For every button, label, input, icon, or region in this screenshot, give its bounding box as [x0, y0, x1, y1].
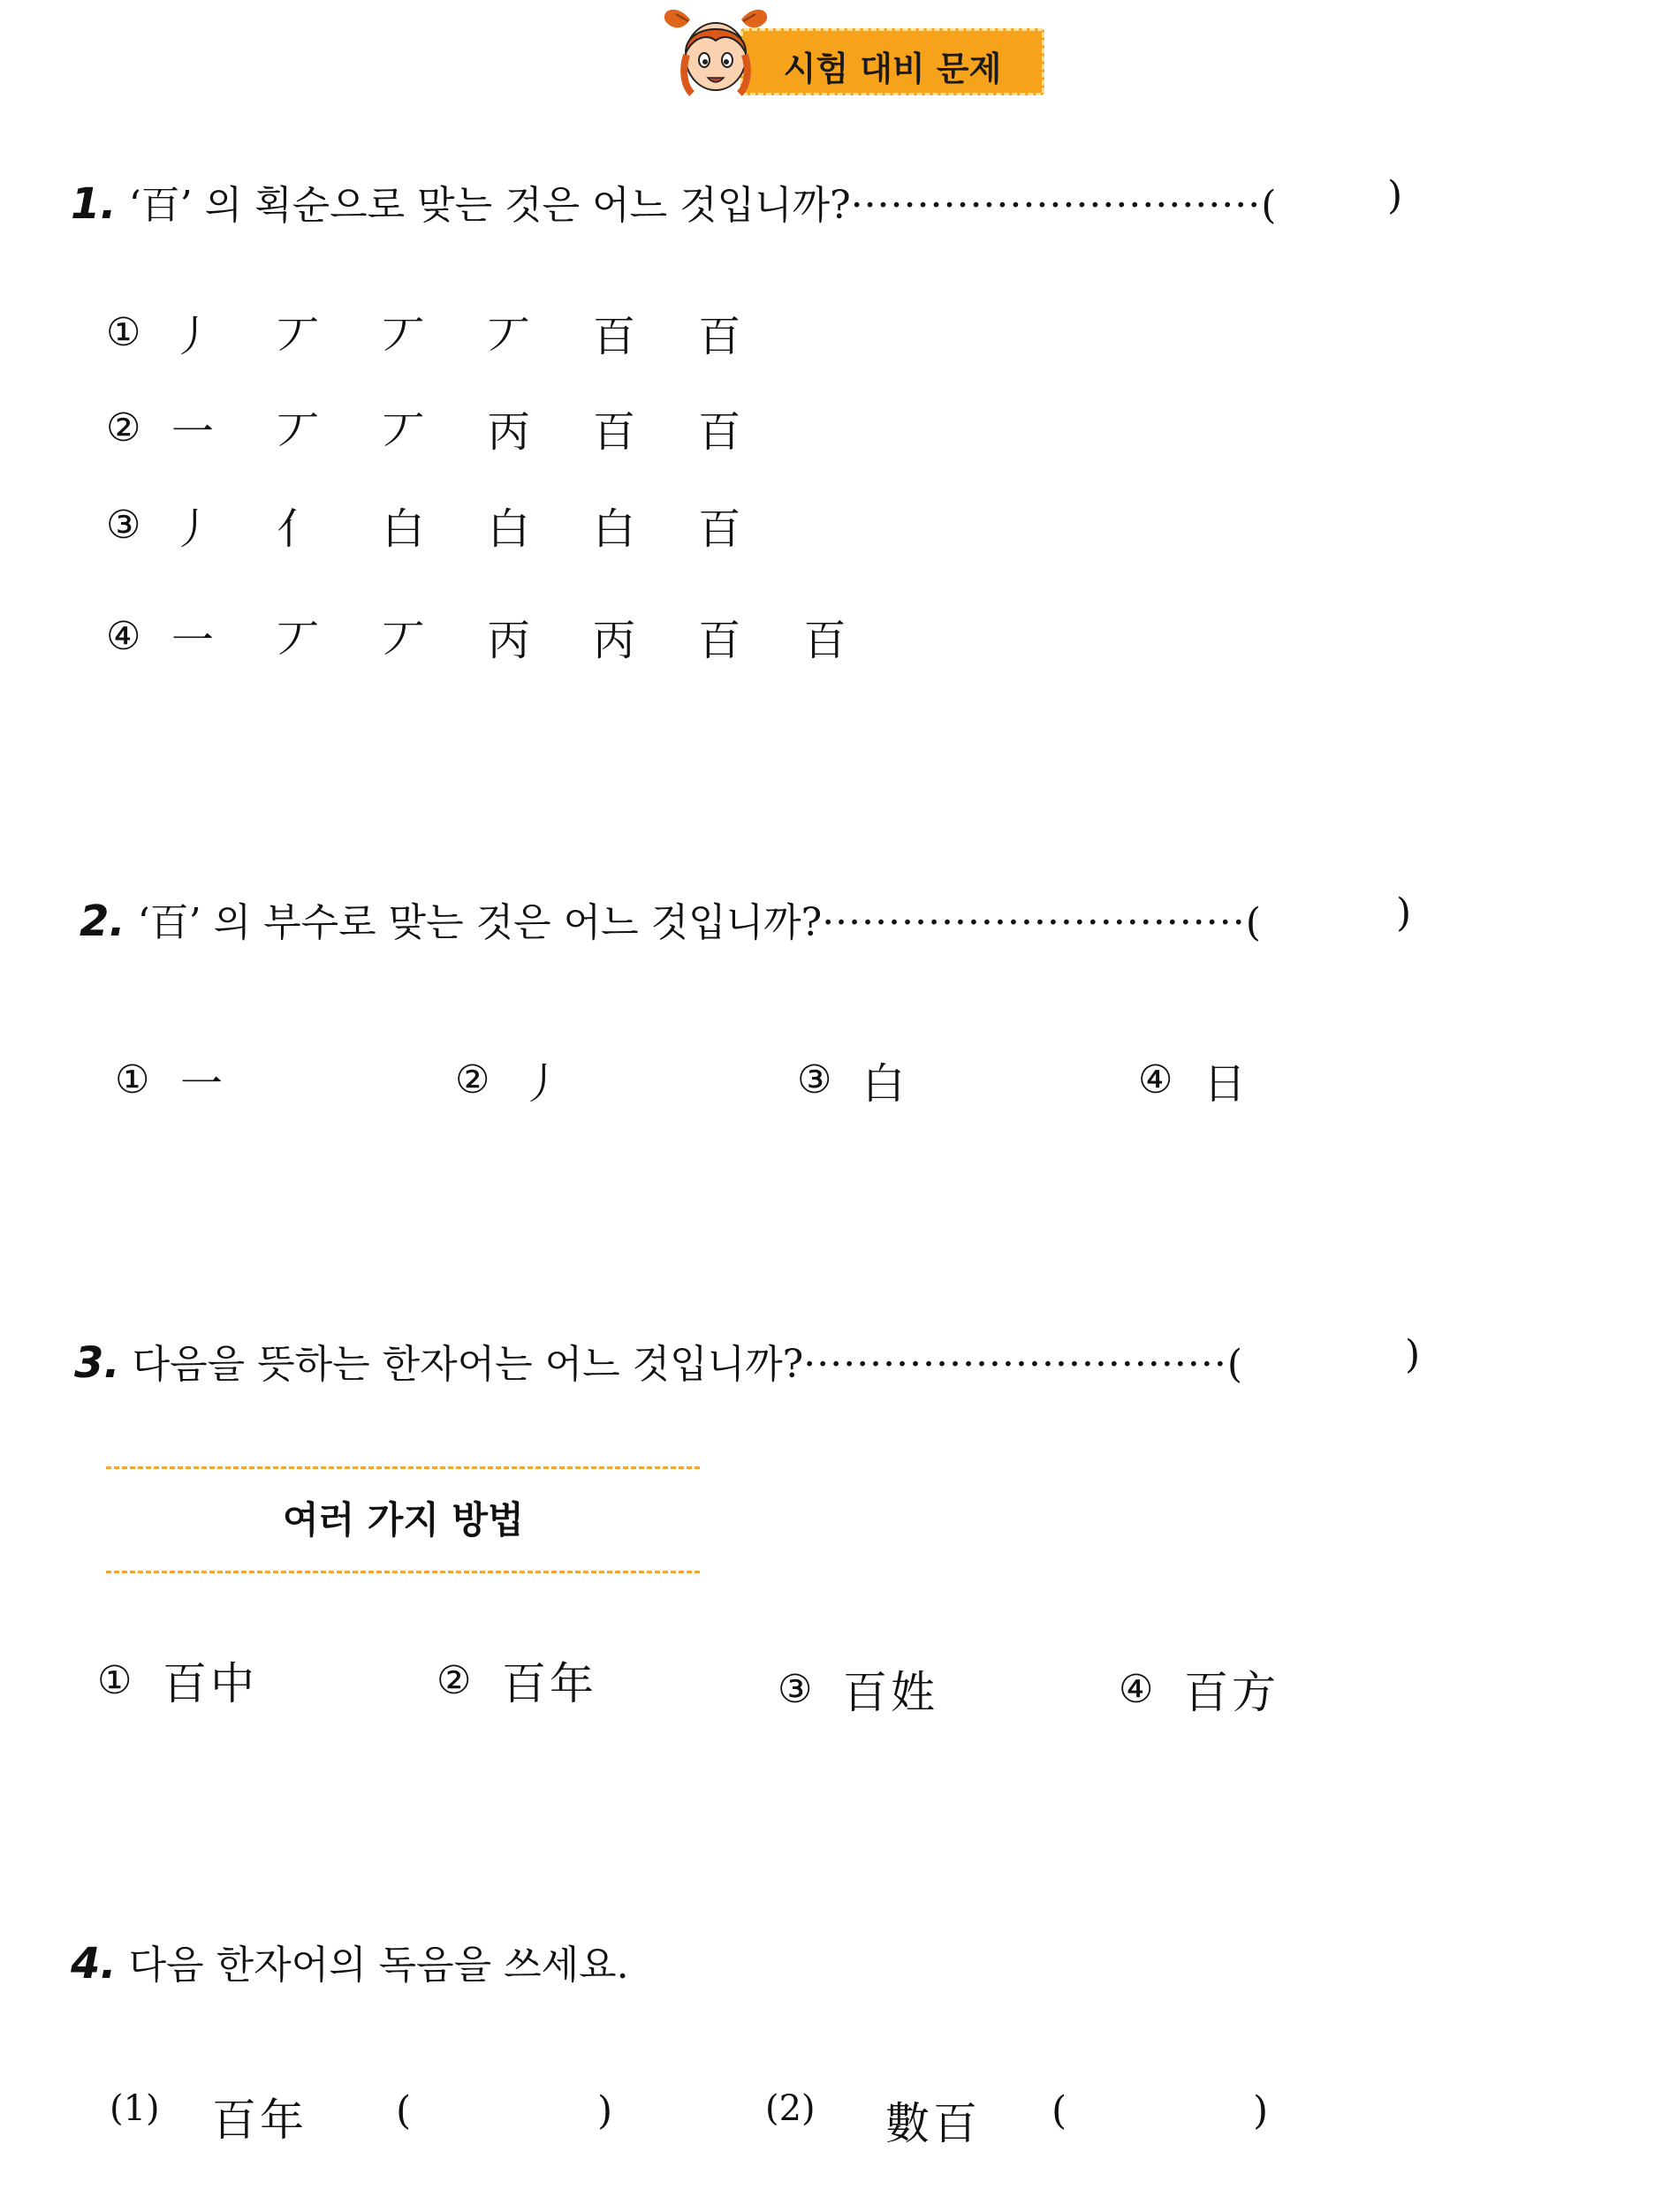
option-3-3[interactable]: [778, 1657, 938, 1721]
option-3-4[interactable]: [1119, 1657, 1279, 1721]
item-4-2-label: (2): [765, 2088, 816, 2129]
leader-dots: ································: [803, 1342, 1227, 1387]
item-4-1-label: (1): [110, 2088, 160, 2129]
question-number: 1.: [71, 179, 117, 229]
option-mark: ①: [97, 1657, 133, 1703]
question-4: [71, 1933, 629, 1989]
hint-bottom-divider: [106, 1571, 700, 1573]
option-mark: ②: [436, 1657, 472, 1703]
answer-blank-3[interactable]: [1405, 1332, 1420, 1377]
option-text: 百姓: [843, 1667, 938, 1718]
option-text: 日: [1203, 1059, 1247, 1109]
leader-dots: ·······························: [850, 183, 1262, 228]
option-text: 丿 亻 白 白 白 百: [171, 504, 766, 554]
option-1-1[interactable]: [106, 302, 765, 363]
question-1: [71, 173, 1276, 230]
header-badge: [740, 28, 1044, 95]
option-2-2[interactable]: [455, 1049, 563, 1110]
option-mark: ③: [778, 1666, 813, 1712]
page-title: 시험 대비 문제: [783, 49, 1002, 88]
option-mark: ②: [455, 1057, 490, 1102]
question-number: 2.: [80, 897, 125, 946]
item-4-1-answer-open[interactable]: (: [396, 2088, 412, 2133]
option-1-3[interactable]: [106, 495, 765, 556]
option-text: 丿: [520, 1059, 564, 1109]
leader-dots: ································: [822, 900, 1246, 945]
option-mark: ①: [115, 1057, 150, 1102]
answer-blank-2[interactable]: [1396, 890, 1411, 936]
option-text: 一 丆 丆 丙 百 百: [171, 407, 766, 457]
option-mark: ②: [106, 405, 141, 451]
option-mark: ①: [106, 310, 141, 355]
option-2-3[interactable]: [797, 1049, 905, 1110]
question-text: 다음을 뜻하는 한자어는 어느 것입니까?: [132, 1342, 804, 1387]
question-text: 다음 한자어의 독음을 쓰세요.: [128, 1943, 629, 1988]
item-4-2-answer-close[interactable]: ): [1253, 2088, 1269, 2133]
option-text: 白: [862, 1059, 906, 1109]
option-1-2[interactable]: [106, 398, 765, 458]
option-mark: ③: [797, 1057, 832, 1102]
item-4-1-word: 百年: [212, 2095, 307, 2146]
option-text: 一: [180, 1059, 224, 1109]
answer-blank-1[interactable]: [1387, 173, 1402, 218]
question-number: 3.: [74, 1338, 120, 1388]
option-2-4[interactable]: [1138, 1049, 1246, 1110]
question-number: 4.: [71, 1939, 117, 1989]
answer-paren-close: ): [1396, 890, 1412, 936]
question-2: [80, 890, 1261, 947]
option-mark: ④: [1119, 1666, 1154, 1712]
girl-mascot-icon: [658, 2, 773, 101]
option-text: 百中: [163, 1658, 258, 1709]
hint-box-text: 여러 가지 방법: [283, 1498, 524, 1542]
option-2-1[interactable]: [115, 1049, 223, 1110]
answer-paren-open: (: [1245, 900, 1261, 945]
option-mark: ③: [106, 503, 141, 548]
answer-paren-open: (: [1226, 1342, 1242, 1387]
option-3-1[interactable]: [97, 1648, 258, 1712]
question-3: [74, 1332, 1242, 1389]
item-4-2-word: 數百: [885, 2098, 981, 2149]
hint-top-divider: [106, 1466, 700, 1469]
item-4-1-answer-close[interactable]: ): [597, 2088, 613, 2133]
question-text: ‘百’ 의 획순으로 맞는 것은 어느 것입니까?: [128, 183, 851, 228]
question-text: ‘百’ 의 부수로 맞는 것은 어느 것입니까?: [137, 900, 823, 945]
option-mark: ④: [1138, 1057, 1173, 1102]
item-4-2-answer-open[interactable]: (: [1051, 2088, 1067, 2133]
option-mark: ④: [106, 614, 141, 659]
answer-paren-close: ): [1405, 1332, 1421, 1377]
option-text: 百年: [502, 1658, 597, 1709]
option-text: 百方: [1184, 1667, 1279, 1718]
answer-paren-open: (: [1261, 183, 1277, 228]
answer-paren-close: ): [1387, 173, 1403, 218]
option-text: 丿 丆 丆 丆 百 百: [171, 312, 766, 361]
option-1-4[interactable]: [106, 606, 871, 667]
option-3-2[interactable]: [436, 1648, 597, 1712]
option-text: 一 丆 丆 丙 丙 百 百: [171, 616, 871, 665]
